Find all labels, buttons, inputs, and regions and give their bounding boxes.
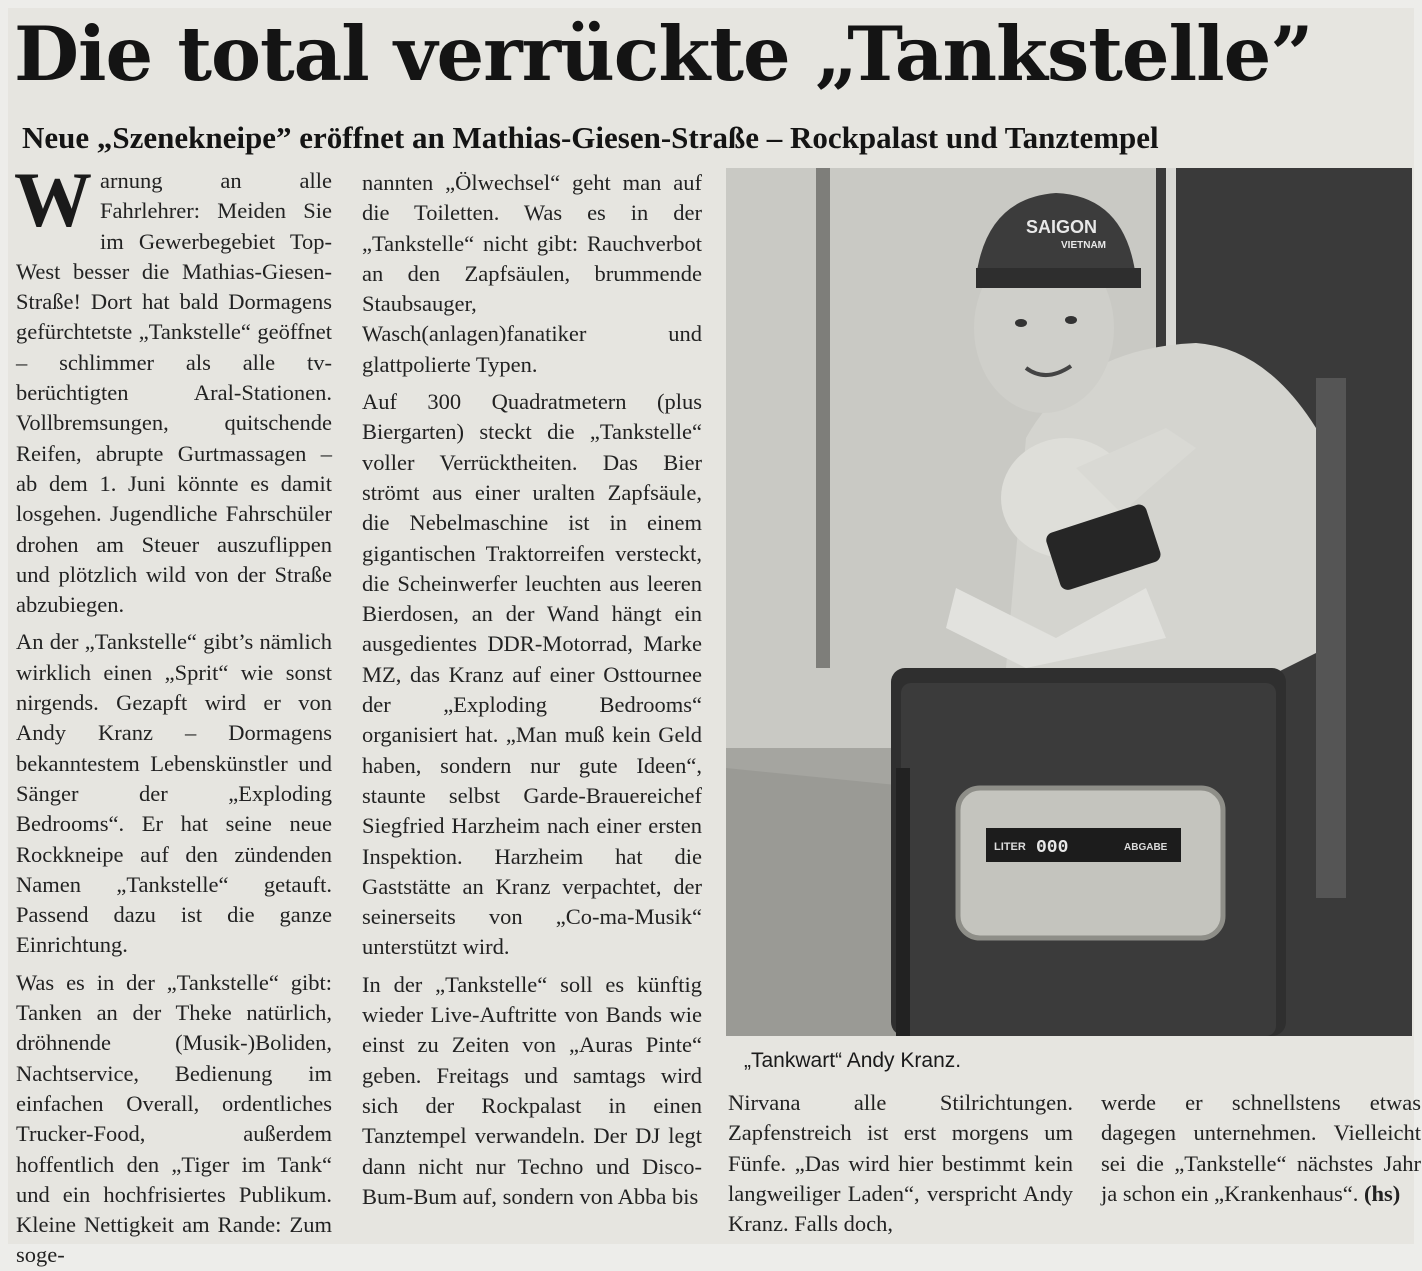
article-column-2 [362,168,702,1212]
pump-label: LITER [994,841,1026,853]
article-column-4 [1101,1088,1421,1209]
author-signature: (hs) [1364,1180,1401,1206]
article-column-1 [14,156,332,1271]
pump-label: ABGABE [1124,842,1168,853]
photo-caption: „Tankwart“ Andy Kranz. [744,1049,962,1072]
paragraph: An der „Tankstelle“ gibt’s nämlich wirklich einen „Sprit“ wie sonst nirgends. Gezapft wird er von Andy Kranz – Dormagens bekanntestem Lebenskünstler und Sänger der „Exploding Bedrooms“. Er hat seine neue Rockkneipe auf den zündenden Namen „Tankstelle“ getauft. Passend dazu ist die ganze Einrichtung. [16,629,332,958]
paragraph: Nirvana alle Stilrichtungen. Zapfenstreich ist erst morgens um Fünfe. „Das wird hier bestimmt kein langweiliger Laden“, verspricht Andy Kranz. Falls doch, [728,1090,1073,1237]
article-photo [726,168,1412,1036]
drop-cap: W [14,156,92,243]
paragraph [1101,1088,1421,1209]
paragraph: Was es in der „Tankstelle“ gibt: Tanken an der Theke natürlich, dröhnende (Musik-)Boliden, Nachtservice, Bedienung im einfachen Overall, ordentliches Trucker-Food, außerdem hoffentlich den „Tiger im Tank“ und ein hochfrisiertes Publikum. Kleine Nettigkeit am Rande: Zum soge- [16,969,332,1268]
paragraph-text: werde er schnellstens etwas dagegen unternehmen. Vielleicht sei die „Tankstelle“ nächstes Jahr ja schon ein „Krankenhaus“. [1101,1090,1421,1206]
cap-text: SAIGON [1026,217,1098,237]
paragraph [14,156,332,620]
paragraph: Auf 300 Quadratmetern (plus Biergarten) steckt die „Tankstelle“ voller Verrücktheiten. Das Bier strömt aus einer uralten Zapfsäule, die Nebelmaschine ist in einem gigantischen Traktorreifen versteckt, die Scheinwerfer leuchten aus leeren Bierdosen, an der Wand hängt ein ausgedientes DDR-Motorrad, Marke MZ, das Kranz auf einer Osttournee der „Exploding Bedrooms“ organisiert hat. „Man muß kein Geld haben, sondern nur gute Ideen“, staunte selbst Garde-Brauereichef Siegfried Harzheim nach einer ersten Inspektion. Harzheim hat die Gaststätte an Kranz verpachtet, der seinerseits von „Co-ma-Musik“ unterstützt wird. [362,389,702,960]
paragraph: nannten „Ölwechsel“ geht man auf die Toiletten. Was es in der „Tankstelle“ nicht gibt: Rauchverbot an den Zapfsäulen, brummende Staubsauger, Wasch(anlagen)fanatiker und glattpolierte Typen. [362,170,702,377]
paragraph: In der „Tankstelle“ soll es künftig wieder Live-Auftritte von Bands wie einst zu Zeiten von „Auras Pinte“ geben. Freitags und samtags wird sich der Rockpalast in einen Tanztempel verwandeln. Der DJ legt dann nicht nur Techno und Disco-Bum-Bum auf, sondern von Abba bis [362,971,702,1209]
cap-text: VIETNAM [1061,240,1106,251]
pump-digits: 000 [1036,838,1069,858]
paragraph-text: arnung an alle Fahrlehrer: Meiden Sie im Gewerbegebiet Top-West besser die Mathias-Giesen-Straße! Dort hat bald Dormagens gefürchtetste „Tankstelle“ geöffnet – schlimmer als alle tv-berüchtigten Aral-Stationen. Vollbremsungen, quitschende Reifen, abrupte Gurtmassagen – ab dem 1. Juni könnte es damit losgehen. Jugendliche Fahrschüler drohen am Steuer auszuflippen und plötzlich wild von der Straße abzubiegen. [16,168,332,618]
headline: Die total verrückte „Tankstelle” [14,10,1313,98]
article-column-3 [728,1088,1073,1239]
subheadline: Neue „Szenekneipe” eröffnet an Mathias-Giesen-Straße – Rockpalast und Tanztempel [22,120,1159,155]
photo-illustration [726,168,1412,1036]
